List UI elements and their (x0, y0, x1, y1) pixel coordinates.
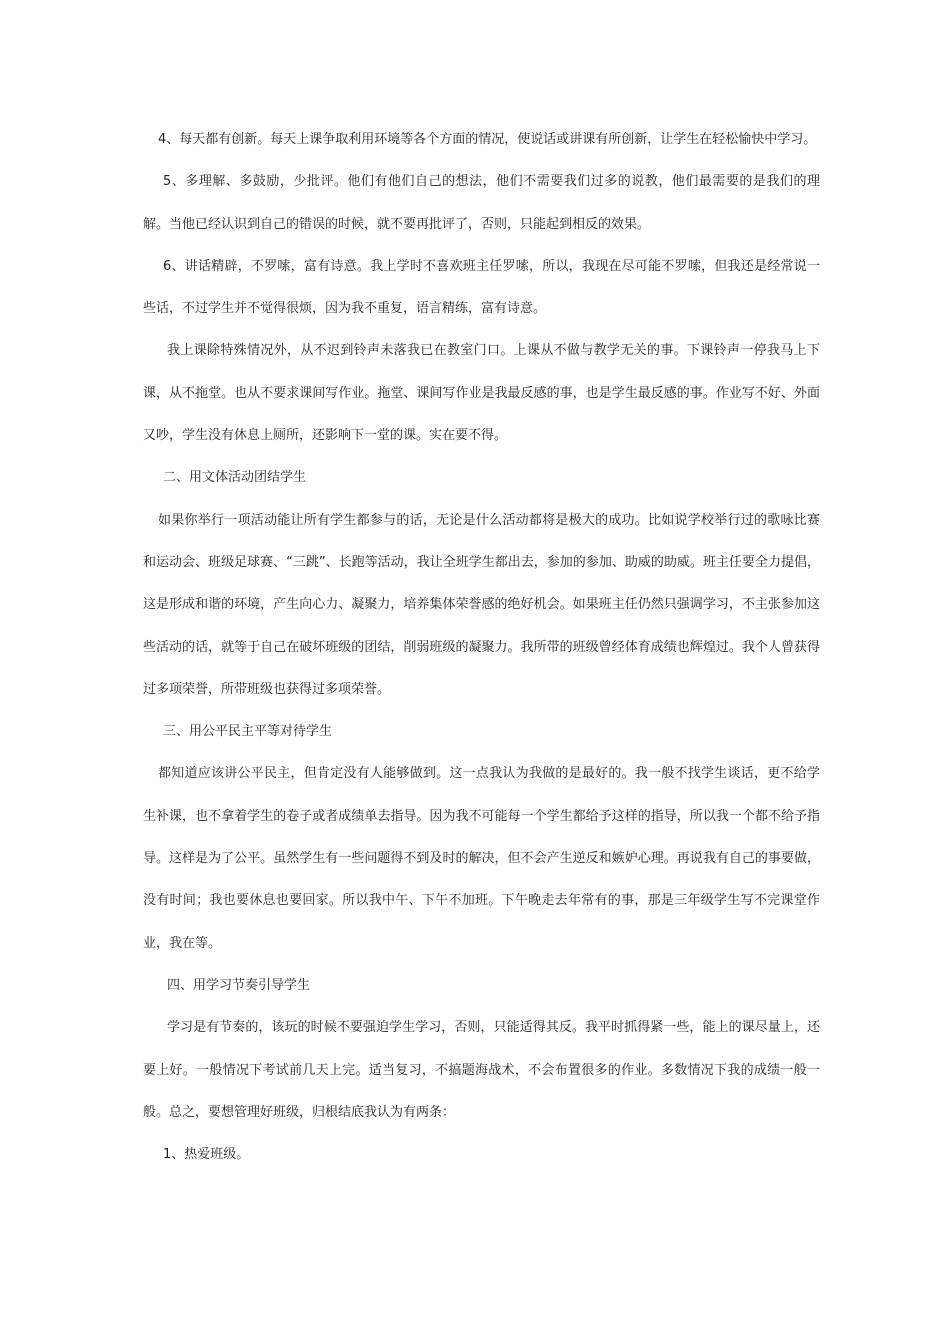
paragraph-item-6: 6、讲话精辟，不罗嗦，富有诗意。我上学时不喜欢班主任罗嗦，所以，我现在尽可能不罗嗦，但我还是经常说一些话，不过学生并不觉得很烦，因为我不重复，语言精练，富有诗意。 (143, 258, 820, 317)
paragraph-item-4: 4、每天都有创新。每天上课争取利用环境等各个方面的情况，使说话或讲课有所创新，让学生在轻松愉快中学习。 (158, 132, 817, 147)
paragraph-rhythm: 学习是有节奏的，该玩的时候不要强迫学生学习，否则，只能适得其反。我平时抓得紧一些，能上的课尽量上，还要上好。一般情况下考试前几天上完。适当复习，不搞题海战术，不会布置很多的作业。多数情况下我的成绩一般一般。总之，要想管理好班级，归根结底我认为有两条： (143, 1020, 820, 1120)
paragraph-classroom-habits: 我上课除特殊情况外，从不迟到铃声未落我已在教室门口。上课从不做与教学无关的事。下课铃声一停我马上下课，从不拖堂。也从不要求课间写作业。拖堂、课间写作业是我最反感的事，也是学生最反感的事。作业写不好、外面又吵，学生没有休息上厕所，还影响下一堂的课。实在要不得。 (143, 343, 820, 444)
paragraph-activities: 如果你举行一项活动能让所有学生都参与的话，无论是什么活动都将是极大的成功。比如说学校举行过的歌咏比赛和运动会、班级足球赛、“三跳”、长跑等活动，我让全班学生都出去，参加的参加、助威的助威。班主任要全力提倡，这是形成和谐的环境，产生向心力、凝聚力，培养集体荣誉感的绝好机会。如果班主任仍然只强调学习，不主张参加这些活动的话，就等于自己在破坏班级的团结，削弱班级的凝聚力。我所带的班级曾经体育成绩也辉煌过。我个人曾获得过多项荣誉，所带班级也获得过多项荣誉。 (143, 512, 820, 697)
section-heading-4: 四、用学习节奏引导学生 (167, 977, 311, 993)
section-heading-2: 二、用文体活动团结学生 (163, 470, 307, 486)
paragraph-fairness: 都知道应该讲公平民主，但肯定没有人能够做到。这一点我认为我做的是最好的。我一般不找学生谈话，更不给学生补课，也不拿着学生的卷子或者成绩单去指导。因为我不可能每一个学生都给予这样的指导，所以我一个都不给予指导。这样是为了公平。虽然学生有一些问题得不到及时的解决，但不会产生逆反和嫉妒心理。再说我有自己的事要做，没有时间；我也要休息也要回家。所以我中午、下午不加班。下午晚走去年常有的事，那是三年级学生写不完课堂作业，我在等。 (143, 766, 820, 951)
section-heading-3: 三、用公平民主平等对待学生 (163, 724, 333, 740)
list-item-1: 1、热爱班级。 (163, 1147, 250, 1163)
paragraph-item-5: 5、多理解、多鼓励，少批评。他们有他们自己的想法，他们不需要我们过多的说教，他们最需要的是我们的理解。当他已经认识到自己的错误的时候，就不要再批评了，否则，只能起到相反的效果。 (143, 174, 820, 232)
